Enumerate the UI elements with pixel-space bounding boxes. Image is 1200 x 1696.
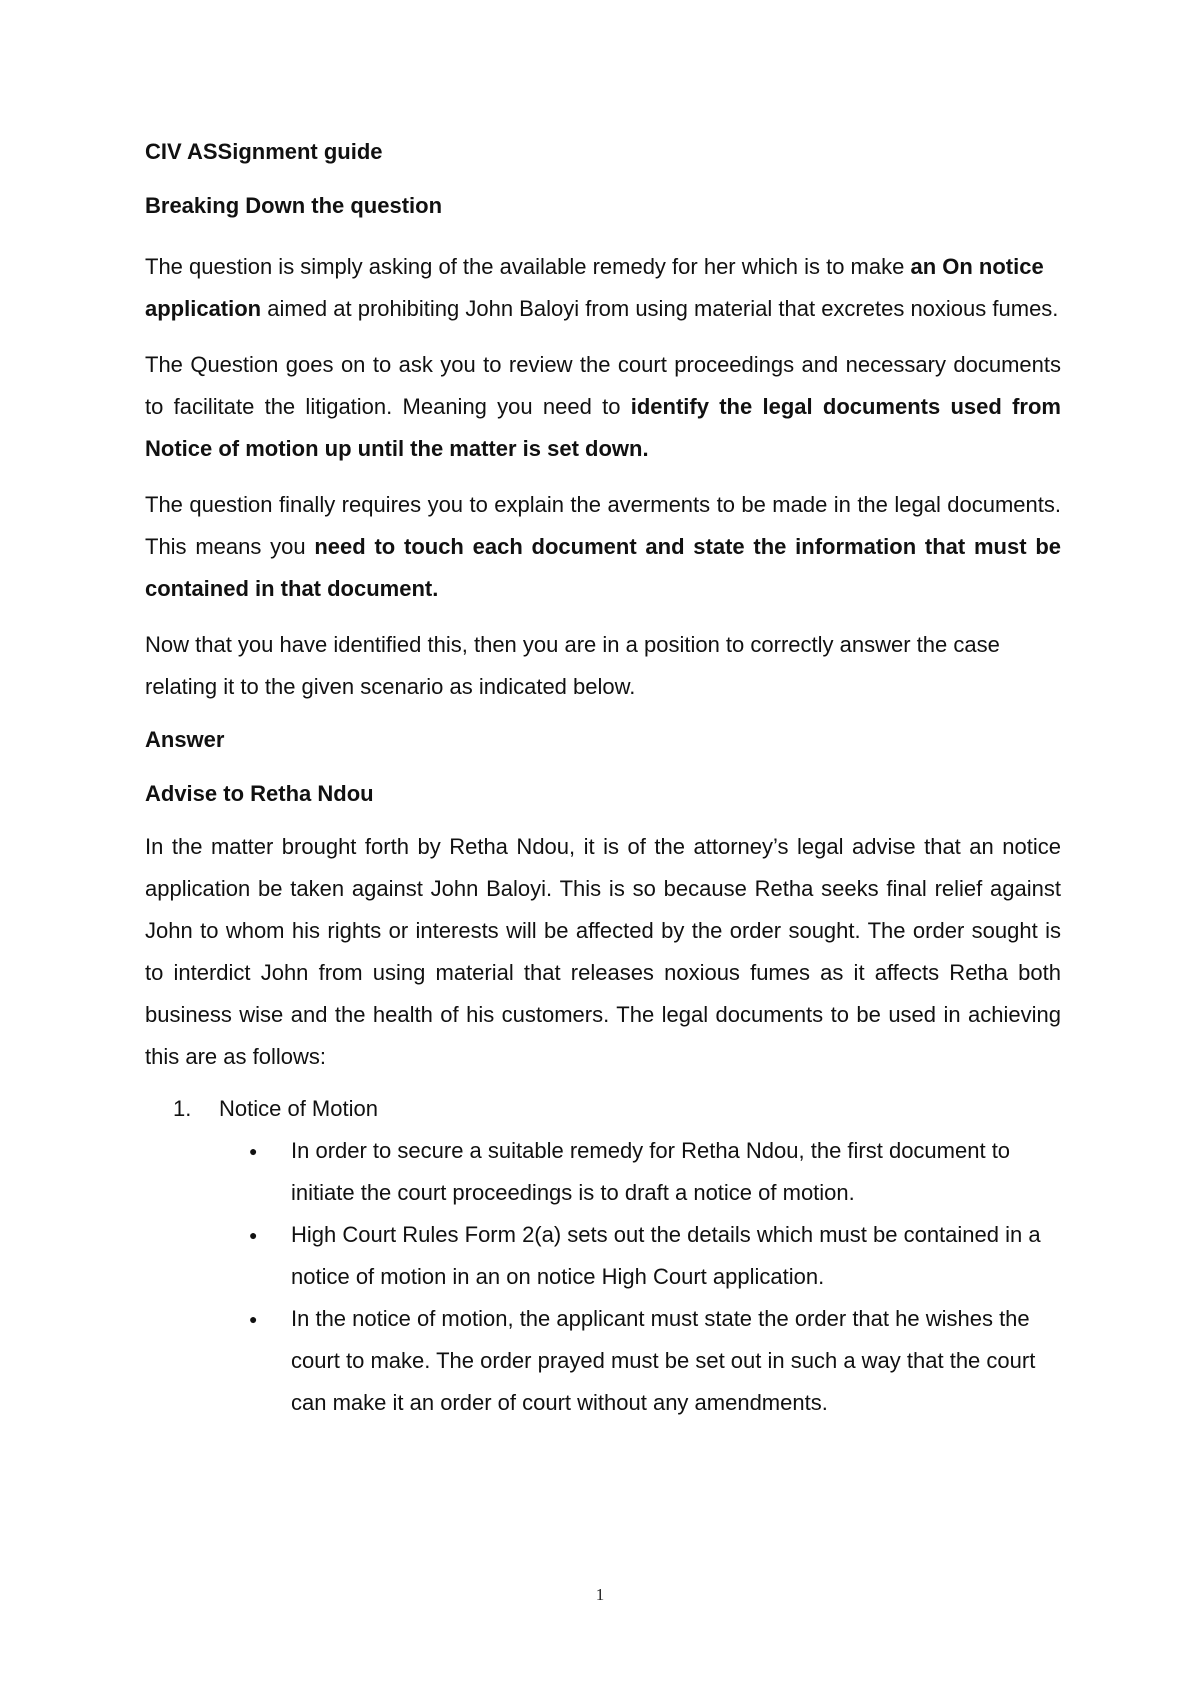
answer-heading: Answer [145,727,225,752]
list-number: 1. [173,1096,192,1121]
bullet-icon: ● [249,1143,258,1159]
bullet-item [245,1214,1061,1298]
paragraph-5: In the matter brought forth by Retha Ndou, it is of the attorney’s legal advise that an notice application be taken against John Baloyi. This is so because Retha seeks final relief against John to whom his rights or interests will be affected by the order sought. The order sought is to interdict John from using material that releases noxious fumes as it affects Retha both business wise and the health of his customers. The legal documents to be used in achieving this are as follows: [145,834,1061,1069]
document-body [145,138,1061,1424]
paragraph-2 [145,344,1061,470]
paragraph-1-text-end: aimed at prohibiting John Baloyi from using material that excretes noxious fumes. [261,296,1059,321]
document-title: CIV ASSignment guide [145,139,383,164]
paragraph-1 [145,246,1061,330]
paragraph-2-text: The Question goes on to ask you to review the court proceedings and necessary documents to facilitate the litigation. Meaning you need to [145,352,1061,419]
advise-heading: Advise to Retha Ndou [145,781,374,806]
paragraph-3-text: The question finally requires you to explain the averments to be made in the legal documents. This means you [145,492,1061,559]
paragraph-3 [145,484,1061,610]
bullet-icon: ● [249,1311,258,1327]
bullet-list [245,1130,1061,1424]
paragraph-1-text: The question is simply asking of the available remedy for her which is to make [145,254,911,279]
bullet-item [245,1130,1061,1214]
bullet-text: In order to secure a suitable remedy for Retha Ndou, the first document to initiate the court proceedings is to draft a notice of motion. [291,1138,1011,1205]
bullet-icon: ● [249,1227,258,1243]
list-label: Notice of Motion [219,1096,378,1121]
bullet-item [245,1298,1061,1424]
bullet-text: In the notice of motion, the applicant must state the order that he wishes the court to make. The order prayed must be set out in such a way that the court can make it an order of court without any amendments. [291,1306,1036,1415]
section-heading: Breaking Down the question [145,193,443,218]
bullet-text: High Court Rules Form 2(a) sets out the details which must be contained in a notice of motion in an on notice High Court application. [291,1222,1041,1289]
paragraph-1-bold: an On notice application [145,254,1044,321]
paragraph-2-bold: identify the legal documents used from Notice of motion up until the matter is set down. [145,394,1061,461]
page-number: 1 [595,1585,605,1604]
paragraph-4: Now that you have identified this, then you are in a position to correctly answer the case relating it to the given scenario as indicated below. [145,632,1000,699]
paragraph-3-period: . [432,576,439,601]
paragraph-3-bold: need to touch each document and state the information that must be contained in that document [145,534,1061,601]
list-item [145,1088,1061,1130]
